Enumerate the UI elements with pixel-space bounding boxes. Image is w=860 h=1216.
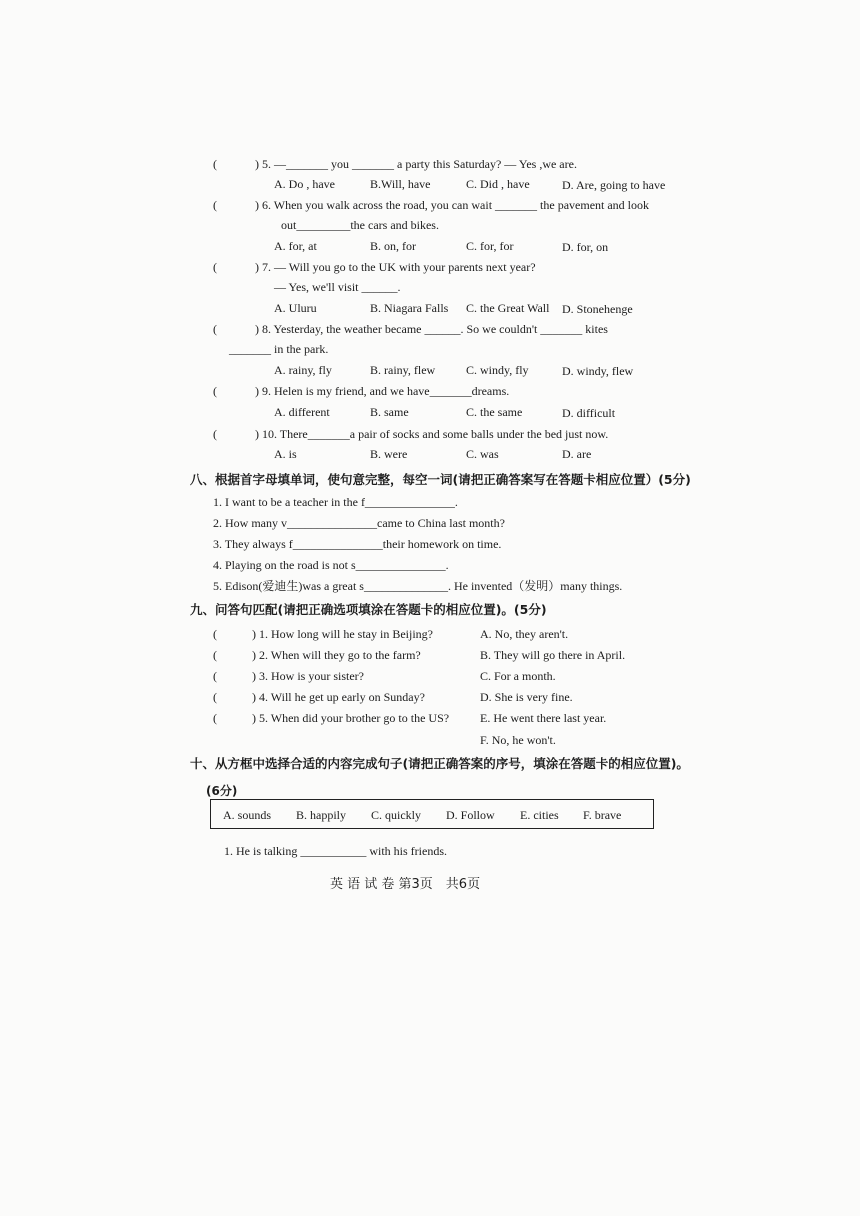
option-b: B. on, for	[370, 239, 416, 253]
fill-item-3: 3. They always f_______________their homework on time.	[213, 537, 502, 551]
option-b: B.Will, have	[370, 177, 431, 191]
match-question-2: ) 2. When will they go to the farm?	[252, 648, 421, 662]
option-a: A. rainy, fly	[274, 363, 332, 377]
option-a: A. Uluru	[274, 301, 317, 315]
option-a: A. Do , have	[274, 177, 335, 191]
option-c: C. the Great Wall	[466, 301, 550, 315]
word-bank-box	[210, 799, 654, 829]
option-d: D. Stonehenge	[562, 302, 633, 316]
match-question-3: ) 3. How is your sister?	[252, 669, 364, 683]
fill-item-2: 2. How many v_______________came to China last month?	[213, 516, 505, 530]
option-c: C. was	[466, 447, 499, 461]
match-question-1: ) 1. How long will he stay in Beijing?	[252, 627, 433, 641]
option-c: C. Did , have	[466, 177, 530, 191]
section-9-heading: 九、问答句匹配(请把正确选项填涂在答题卡的相应位置)。(5分)	[190, 602, 547, 617]
option-c: C. for, for	[466, 239, 514, 253]
question-10-stem: ) 10. There_______a pair of socks and some balls under the bed just now.	[255, 427, 609, 441]
word-option-f: F. brave	[583, 808, 622, 822]
question-5-stem: ) 5. —_______ you _______ a party this Saturday? — Yes ,we are.	[255, 157, 577, 171]
section-10-score: (6分)	[206, 784, 238, 798]
option-a: A. is	[274, 447, 297, 461]
fill-item-1: 1. I want to be a teacher in the f_______________.	[213, 495, 458, 509]
option-d: D. windy, flew	[562, 364, 634, 378]
answer-paren: (	[213, 669, 217, 683]
section-10-item-1: 1. He is talking ___________ with his friends.	[224, 844, 447, 858]
answer-paren: (	[213, 627, 217, 641]
option-d: D. for, on	[562, 240, 609, 254]
word-option-a: A. sounds	[223, 808, 272, 822]
answer-paren: (	[213, 157, 217, 171]
question-9-stem: ) 9. Helen is my friend, and we have_______dreams.	[255, 384, 510, 398]
match-answer-d: D. She is very fine.	[480, 690, 573, 704]
answer-paren: (	[213, 198, 217, 212]
question-6-stem: ) 6. When you walk across the road, you can wait _______ the pavement and look	[255, 198, 650, 212]
question-6-stem-cont: out_________the cars and bikes.	[281, 218, 439, 232]
answer-paren: (	[213, 648, 217, 662]
word-option-c: C. quickly	[371, 808, 421, 822]
option-d: D. are	[562, 447, 592, 461]
answer-paren: (	[213, 711, 217, 725]
match-answer-f: F. No, he won't.	[480, 733, 556, 747]
page-footer: 英 语 试 卷 第3页 共6页	[330, 877, 481, 892]
option-a: A. for, at	[274, 239, 317, 253]
answer-paren: (	[213, 427, 217, 441]
question-7-stem-cont: — Yes, we'll visit ______.	[274, 280, 401, 294]
option-b: B. rainy, flew	[370, 363, 436, 377]
section-10-heading: 十、从方框中选择合适的内容完成句子(请把正确答案的序号，填涂在答题卡的相应位置)。	[190, 756, 689, 771]
question-8-stem: ) 8. Yesterday, the weather became ______. So we couldn't _______ kites	[255, 322, 608, 336]
section-8-heading: 八、根据首字母填单词，使句意完整，每空一词(请把正确答案写在答题卡相应位置）(5分)	[190, 472, 691, 487]
match-answer-c: C. For a month.	[480, 669, 556, 683]
fill-item-5: 5. Edison(爱迪生)was a great s______________. He invented（发明）many things.	[213, 579, 623, 593]
match-answer-a: A. No, they aren't.	[480, 627, 569, 641]
question-8-stem-cont: _______ in the park.	[229, 342, 329, 356]
fill-item-4: 4. Playing on the road is not s_______________.	[213, 558, 449, 572]
word-option-b: B. happily	[296, 808, 346, 822]
option-d: D. difficult	[562, 406, 616, 420]
option-b: B. Niagara Falls	[370, 301, 449, 315]
option-c: C. the same	[466, 405, 523, 419]
option-b: B. were	[370, 447, 408, 461]
word-option-d: D. Follow	[446, 808, 495, 822]
option-d: D. Are, going to have	[562, 178, 666, 192]
word-option-e: E. cities	[520, 808, 559, 822]
option-c: C. windy, fly	[466, 363, 529, 377]
match-answer-e: E. He went there last year.	[480, 711, 607, 725]
answer-paren: (	[213, 690, 217, 704]
answer-paren: (	[213, 384, 217, 398]
option-a: A. different	[274, 405, 330, 419]
match-answer-b: B. They will go there in April.	[480, 648, 626, 662]
match-question-4: ) 4. Will he get up early on Sunday?	[252, 690, 425, 704]
match-question-5: ) 5. When did your brother go to the US?	[252, 711, 450, 725]
question-7-stem: ) 7. — Will you go to the UK with your parents next year?	[255, 260, 536, 274]
answer-paren: (	[213, 322, 217, 336]
answer-paren: (	[213, 260, 217, 274]
option-b: B. same	[370, 405, 409, 419]
